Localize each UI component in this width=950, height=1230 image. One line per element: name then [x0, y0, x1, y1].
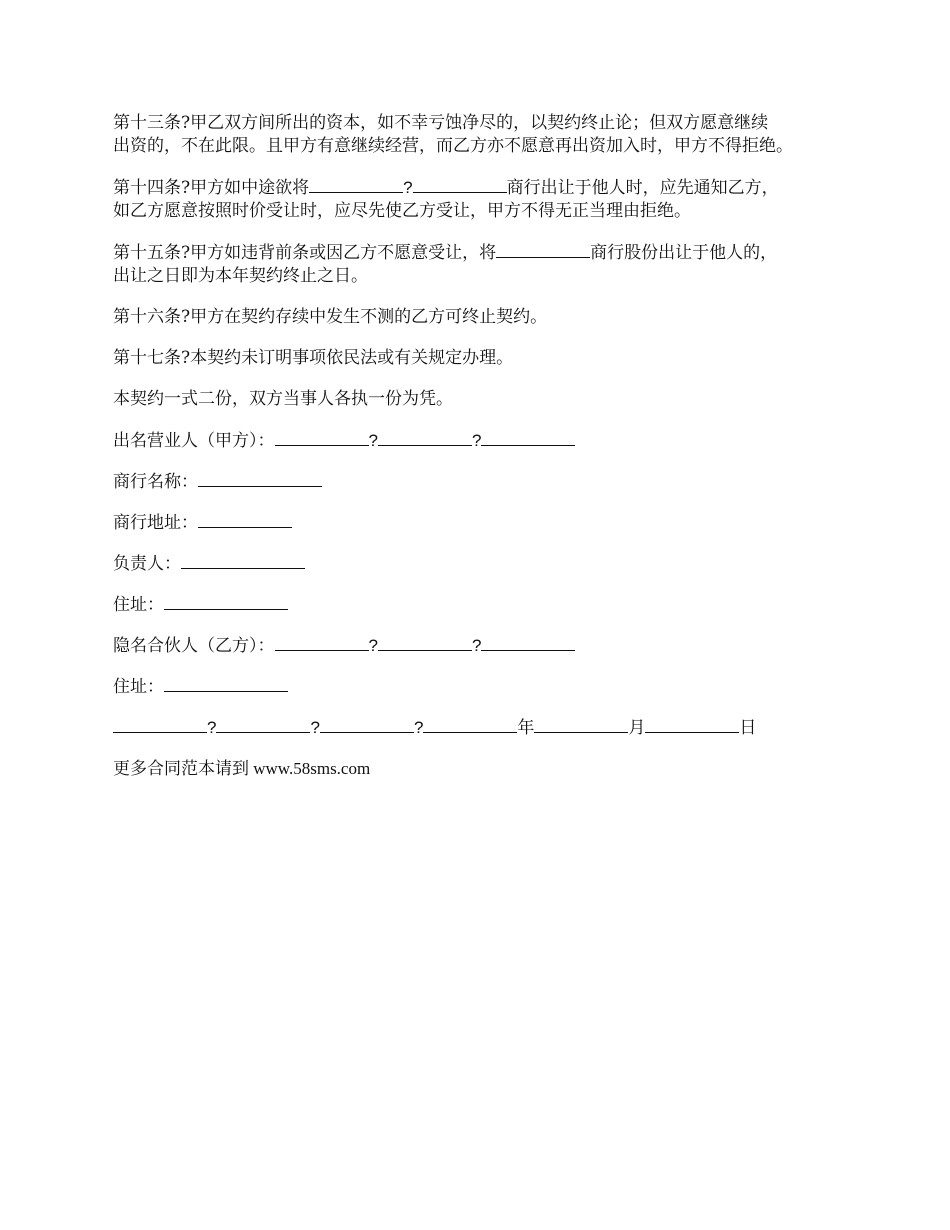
day-label: 日	[739, 718, 757, 738]
fill-blank[interactable]	[113, 716, 207, 733]
month-blank[interactable]	[534, 716, 628, 733]
contract-body	[113, 112, 843, 798]
address-2-label: 住址：	[113, 677, 164, 697]
article-13-line-2: 出资的，不在此限。且甲方有意继续经营，而乙方亦不愿意再出资加入时，甲方不得拒绝。	[113, 136, 793, 156]
year-label: 年	[517, 718, 535, 738]
date-row	[113, 716, 843, 739]
month-label: 月	[628, 718, 646, 738]
article-15-prefix: 第十五条?甲方如违背前条或因乙方不愿意受让，将	[113, 243, 497, 263]
manager-row	[113, 552, 843, 575]
separator: ?	[471, 431, 482, 450]
fill-blank[interactable]	[413, 176, 507, 193]
article-14-prefix: 第十四条?甲方如中途欲将	[113, 178, 310, 198]
fill-blank[interactable]	[164, 675, 288, 692]
fill-blank[interactable]	[181, 552, 305, 569]
article-14-line-1	[113, 176, 843, 200]
shop-name-label: 商行名称：	[113, 472, 198, 492]
article-14-suffix: 商行出让于他人时，应先通知乙方，	[506, 178, 779, 198]
article-13-line-1: 第十三条?甲乙双方间所出的资本，如不幸亏蚀净尽的，以契约终止论；但双方愿意继续	[113, 113, 769, 133]
article-16: 第十六条?甲方在契约存续中发生不测的乙方可终止契约。	[113, 307, 548, 327]
silent-partner-label: 隐名合伙人（乙方）：	[113, 636, 275, 656]
fill-blank[interactable]	[275, 429, 369, 446]
year-blank[interactable]	[423, 716, 517, 733]
article-14	[113, 176, 843, 223]
day-blank[interactable]	[645, 716, 739, 733]
fill-blank[interactable]	[216, 716, 310, 733]
separator: ?	[368, 431, 378, 450]
address-row	[113, 593, 843, 616]
copies-statement: 本契约一式二份，双方当事人各执一份为凭。	[113, 389, 453, 409]
separator: ?	[207, 718, 217, 737]
shop-address-label: 商行地址：	[113, 513, 198, 533]
fill-blank[interactable]	[275, 634, 369, 651]
separator: ?	[310, 718, 320, 737]
fill-blank[interactable]	[198, 511, 292, 528]
fill-blank[interactable]	[198, 470, 322, 487]
fill-blank[interactable]	[164, 593, 288, 610]
manager-label: 负责人：	[113, 554, 181, 574]
article-17: 第十七条?本契约未订明事项依民法或有关规定办理。	[113, 348, 514, 368]
article-15	[113, 241, 843, 288]
separator: ?	[471, 636, 482, 655]
separator: ?	[403, 178, 413, 197]
fill-blank[interactable]	[320, 716, 414, 733]
shop-address-row	[113, 511, 843, 534]
footer-note: 更多合同范本请到 www.58sms.com	[113, 759, 371, 778]
fill-blank[interactable]	[378, 634, 472, 651]
fill-blank[interactable]	[481, 634, 575, 651]
article-15-line-2: 出让之日即为本年契约终止之日。	[113, 266, 368, 286]
article-15-suffix: 商行股份出让于他人的，	[590, 243, 778, 263]
fill-blank[interactable]	[481, 429, 575, 446]
fill-blank[interactable]	[496, 241, 590, 258]
fill-blank[interactable]	[378, 429, 472, 446]
address-2-row	[113, 675, 843, 698]
article-13	[113, 112, 843, 158]
article-15-line-1	[113, 241, 843, 265]
separator: ?	[413, 718, 424, 737]
address-label: 住址：	[113, 595, 164, 615]
article-14-line-2: 如乙方愿意按照时价受让时，应尽先使乙方受让，甲方不得无正当理由拒绝。	[113, 201, 691, 221]
named-partner-row	[113, 429, 843, 452]
fill-blank[interactable]	[309, 176, 403, 193]
silent-partner-row	[113, 634, 843, 657]
shop-name-row	[113, 470, 843, 493]
named-partner-label: 出名营业人（甲方）：	[113, 431, 275, 451]
separator: ?	[368, 636, 378, 655]
